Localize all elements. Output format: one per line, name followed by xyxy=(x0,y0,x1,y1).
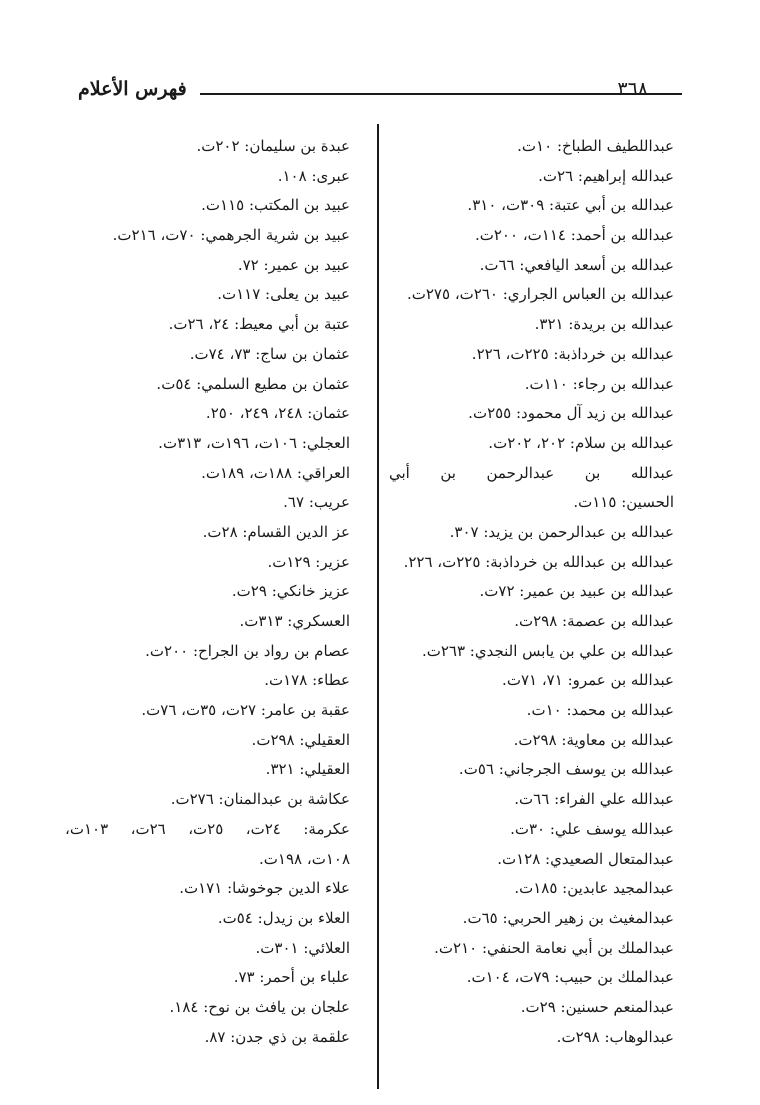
index-entry: عبدالله بن سلام: ٢٠٢، ٢٠٢ت. xyxy=(488,433,674,452)
index-entry: عبيد بن المكتب: ١١٥ت. xyxy=(201,196,350,215)
index-entry: عبدالمجيد عابدين: ١٨٥ت. xyxy=(514,879,674,898)
index-entry: عبدالله بن خرداذبة: ٢٢٥ت، ٢٢٦. xyxy=(471,344,674,363)
index-entry: عبدالمتعال الصعيدي: ١٢٨ت. xyxy=(497,849,674,868)
index-entry: عثمان بن ساج: ٧٣، ٧٤ت. xyxy=(189,344,350,363)
index-entry: عبدالله بن عبيد بن عمير: ٧٢ت. xyxy=(479,582,674,601)
header-rule-short xyxy=(654,93,682,95)
index-entry: عبيد بن شرية الجرهمي: ٧٠ت، ٢١٦ت. xyxy=(112,226,350,245)
index-entry: علباء بن أحمر: ٧٣. xyxy=(233,968,350,987)
index-entry: عبدالله بن العباس الجراري: ٢٦٠ت، ٢٧٥ت. xyxy=(406,285,674,304)
index-entry: عبداللطيف الطباخ: ١٠ت. xyxy=(517,137,674,155)
index-entry: عزير: ١٢٩ت. xyxy=(267,552,350,571)
index-entry: عبدالله بن علي بن يابس النجدي: ٢٦٣ت. xyxy=(421,641,674,660)
index-entry: عطاء: ١٧٨ت. xyxy=(264,671,350,690)
index-entry: عقبة بن عامر: ٢٧ت، ٣٥ت، ٧٦ت. xyxy=(141,701,350,720)
page-number: ٣٦٨ xyxy=(617,78,648,100)
index-entry: عبدالله بن عبدالرحمن بن أبي xyxy=(389,463,674,482)
index-entry: عبدة بن سليمان: ٢٠٢ت. xyxy=(196,137,350,155)
index-entry-continuation: الحسين: ١١٥ت. xyxy=(573,493,674,512)
header-rule xyxy=(200,93,672,95)
index-entry: العسكري: ٣١٣ت. xyxy=(239,612,350,630)
index-entry: عبدالله بن زيد آل محمود: ٢٥٥ت. xyxy=(468,404,674,423)
index-entry: عكاشة بن عبدالمنان: ٢٧٦ت. xyxy=(170,790,350,809)
index-entry: عبدالملك بن أبي نعامة الحنفي: ٢١٠ت. xyxy=(434,938,674,957)
index-entry: عبدالمنعم حسنين: ٢٩ت. xyxy=(520,997,674,1016)
index-entry: العراقي: ١٨٨ت، ١٨٩ت. xyxy=(201,463,350,482)
index-entry: العلائي: ٣٠١ت. xyxy=(255,938,350,957)
index-entry: عبدالله بن عمرو: ٧١، ٧١ت. xyxy=(502,671,674,690)
index-column-left xyxy=(65,132,350,1052)
index-entry: علاء الدين جوخوشا: ١٧١ت. xyxy=(179,879,350,898)
index-entry: العقيلي: ٣٢١. xyxy=(265,760,350,779)
index-entry: عبدالله علي الفراء: ٦٦ت. xyxy=(514,790,674,809)
index-entry: عبيد بن يعلى: ١١٧ت. xyxy=(217,285,350,304)
index-entry: علقمة بن ذي جدن: ٨٧. xyxy=(204,1027,350,1046)
index-entry: العلاء بن زيدل: ٥٤ت. xyxy=(217,908,350,927)
index-entry: عبدالمغيث بن زهير الحربي: ٦٥ت. xyxy=(462,908,674,927)
index-entry: عبدالله بن عبدالله بن خرداذبة: ٢٢٥ت، ٢٢٦. xyxy=(403,552,674,571)
index-entry: عبيد بن عمير: ٧٢. xyxy=(237,255,350,274)
index-entry: العجلي: ١٠٦ت، ١٩٦ت، ٣١٣ت. xyxy=(158,433,350,452)
index-entry: عبدالله بن أسعد اليافعي: ٦٦ت. xyxy=(479,255,674,274)
index-entry: عبدالله بن يوسف الجرجاني: ٥٦ت. xyxy=(458,760,674,779)
index-entry: عبدالوهاب: ٢٩٨ت. xyxy=(556,1027,674,1046)
index-entry: عكرمة: ٢٤ت، ٢٥ت، ٢٦ت، ١٠٣ت، xyxy=(65,819,350,838)
index-entry: عبدالله بن عصمة: ٢٩٨ت. xyxy=(514,612,674,630)
column-divider xyxy=(377,124,379,1089)
index-entry: علجان بن يافث بن نوح: ١٨٤. xyxy=(169,997,350,1016)
index-entry: العقيلي: ٢٩٨ت. xyxy=(251,730,350,749)
index-column-right xyxy=(389,132,674,1052)
index-entry: عبدالله بن معاوية: ٢٩٨ت. xyxy=(513,730,674,749)
index-entry: عبرى: ١٠٨. xyxy=(277,166,350,185)
index-entry: عتبة بن أبي معيط: ٢٤، ٢٦ت. xyxy=(168,315,350,334)
index-entry: عبدالله بن رجاء: ١١٠ت. xyxy=(524,374,674,393)
index-entry: عز الدين القسام: ٢٨ت. xyxy=(202,522,350,541)
index-entry: عثمان: ٢٤٨، ٢٤٩، ٢٥٠. xyxy=(205,404,350,423)
index-entry: عثمان بن مطيع السلمي: ٥٤ت. xyxy=(156,374,350,393)
index-entry: عبدالله إبراهيم: ٢٦ت. xyxy=(538,166,674,185)
index-entry: عبدالله بن محمد: ١٠ت. xyxy=(526,701,674,720)
index-entry: عصام بن رواد بن الجراح: ٢٠٠ت. xyxy=(145,641,350,660)
page-header xyxy=(78,78,682,108)
index-entry: عزيز خانكي: ٢٩ت. xyxy=(231,582,350,601)
index-entry: عبدالله بن أبي عتبة: ٣٠٩ت، ٣١٠. xyxy=(467,196,674,215)
index-entry: عبدالله بن بريدة: ٣٢١. xyxy=(534,315,674,334)
index-entry: عبدالملك بن حبيب: ٧٩ت، ١٠٤ت. xyxy=(466,968,674,987)
index-entry: عبدالله بن عبدالرحمن بن يزيد: ٣٠٧. xyxy=(449,522,674,541)
index-entry-continuation: ١٠٨ت، ١٩٨ت. xyxy=(259,849,350,868)
index-entry: عريب: ٦٧. xyxy=(283,493,350,512)
index-entry: عبدالله بن أحمد: ١١٤ت، ٢٠٠ت. xyxy=(474,226,674,245)
page-title: فهرس الأعلام xyxy=(78,78,187,100)
index-entry: عبدالله يوسف علي: ٣٠ت. xyxy=(510,819,674,838)
